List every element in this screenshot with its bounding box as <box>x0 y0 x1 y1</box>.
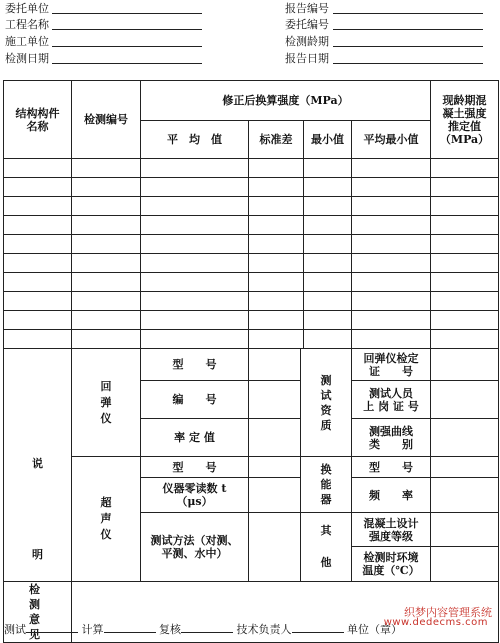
header-project: 工程名称 <box>5 18 49 31</box>
table-row <box>4 292 499 311</box>
header-test-date: 检测日期 <box>5 52 49 65</box>
personnel-cert-label: 测试人员 上 岗 证 号 <box>352 381 431 419</box>
rebound-rated-label: 率 定 值 <box>141 419 249 457</box>
other-title-cell <box>301 513 352 582</box>
footer-tech-line[interactable] <box>292 622 344 633</box>
cell[interactable] <box>352 311 431 330</box>
cell[interactable] <box>72 254 141 273</box>
table-row <box>4 254 499 273</box>
footer-test-label: 测试 <box>4 623 26 636</box>
cell[interactable] <box>72 273 141 292</box>
footer-tech-label: 技术负责人 <box>236 623 292 636</box>
cell[interactable] <box>72 159 141 178</box>
cell[interactable] <box>4 311 72 330</box>
strength-curve-value[interactable] <box>431 419 499 457</box>
env-temp-label: 检测时环境 温度（℃） <box>362 551 420 577</box>
rebound-serial-label: 编 号 <box>141 381 249 419</box>
cell[interactable] <box>141 216 249 235</box>
opinion-label: 检测意见 <box>29 583 40 641</box>
header-contractor: 施工单位 <box>5 35 49 48</box>
footer-signatures <box>4 622 402 637</box>
cell[interactable] <box>431 159 499 178</box>
cell[interactable] <box>4 235 72 254</box>
col-min-header: 最小值 <box>304 121 352 159</box>
cell[interactable] <box>141 235 249 254</box>
cell[interactable] <box>431 292 499 311</box>
cell[interactable] <box>304 311 352 330</box>
transducer-type-value[interactable] <box>431 457 499 478</box>
cell[interactable] <box>431 311 499 330</box>
header-entrust-no: 委托编号 <box>285 18 329 31</box>
rebound-rated-value[interactable] <box>249 419 301 457</box>
col-average-header: 平 均 值 <box>141 121 249 159</box>
report-table <box>3 80 499 643</box>
notes-label <box>4 349 72 582</box>
zero-reading-value[interactable] <box>249 478 301 513</box>
header-project-line <box>52 29 202 30</box>
env-temp-value[interactable] <box>431 547 498 581</box>
cell[interactable] <box>352 292 431 311</box>
table-row <box>4 159 499 178</box>
header-age-line <box>333 46 483 47</box>
cell[interactable] <box>249 254 304 273</box>
transducer-freq-label: 频 率 <box>352 478 431 513</box>
transducer-freq-value[interactable] <box>431 478 499 513</box>
transducer-title-cell <box>301 457 352 513</box>
header-report-date-line <box>333 63 483 64</box>
col-avgmin-header: 平均最小值 <box>352 121 431 159</box>
col-member-header: 结构构件 名称 <box>4 81 72 159</box>
watermark-text: 织梦内容管理系统 <box>404 606 492 619</box>
cell[interactable] <box>4 178 72 197</box>
cell[interactable] <box>304 273 352 292</box>
notes-label-shuo: 说 <box>32 457 43 470</box>
cell[interactable] <box>352 178 431 197</box>
header-entrust-no-line <box>333 29 483 30</box>
table-row <box>4 273 499 292</box>
transducer-type-label: 型 号 <box>352 457 431 478</box>
cell[interactable] <box>72 178 141 197</box>
footer-review-label: 复核 <box>159 623 181 636</box>
footer-calc-line[interactable] <box>104 622 156 633</box>
cell[interactable] <box>141 292 249 311</box>
test-method-label: 测试方法（对测、 平测、水中） <box>141 513 249 582</box>
cell[interactable] <box>249 311 304 330</box>
ultrasonic-title-cell <box>72 457 141 582</box>
cell[interactable] <box>141 330 249 349</box>
header-report-no: 报告编号 <box>285 2 329 15</box>
cell[interactable] <box>141 254 249 273</box>
other-labels-cell <box>352 513 431 582</box>
footer-review-line[interactable] <box>181 622 233 633</box>
cell[interactable] <box>431 235 499 254</box>
table-row <box>4 311 499 330</box>
footer-calc-label: 计算 <box>81 623 104 636</box>
table-row <box>4 235 499 254</box>
col-group-header: 修正后换算强度（MPa） <box>141 81 431 121</box>
zero-reading-label: 仪器零读数 t （μs） <box>141 478 249 513</box>
rebound-title: 回 弹 仪 <box>100 379 112 425</box>
col-std-header: 标准差 <box>249 121 304 159</box>
cell[interactable] <box>431 216 499 235</box>
cell[interactable] <box>4 292 72 311</box>
cell[interactable] <box>72 330 141 349</box>
cell[interactable] <box>72 216 141 235</box>
other-values-cell <box>431 513 499 582</box>
rebound-title-cell <box>72 349 141 457</box>
ultrasonic-type-value[interactable] <box>249 457 301 478</box>
cell[interactable] <box>249 330 304 349</box>
rebound-calibration-label: 回弹仪检定 证 号 <box>352 349 431 381</box>
cell[interactable] <box>431 197 499 216</box>
ultrasonic-type-label: 型 号 <box>141 457 249 478</box>
cell[interactable] <box>304 159 352 178</box>
cell[interactable] <box>4 254 72 273</box>
cell[interactable] <box>72 235 141 254</box>
cell[interactable] <box>141 159 249 178</box>
cell[interactable] <box>249 159 304 178</box>
col-estimate-header: 现龄期混 凝土强度 推定值 （MPa） <box>431 81 499 159</box>
cell[interactable] <box>304 330 352 349</box>
rebound-type-label: 型 号 <box>141 349 249 381</box>
table-row <box>4 330 499 349</box>
personnel-cert-value[interactable] <box>431 381 499 419</box>
cell[interactable] <box>249 273 304 292</box>
rebound-type-value[interactable] <box>249 349 301 381</box>
cell[interactable] <box>72 311 141 330</box>
header-contractor-line <box>52 46 202 47</box>
table-row <box>4 197 499 216</box>
cell[interactable] <box>352 159 431 178</box>
header-test-date-line <box>52 63 202 64</box>
cell[interactable] <box>249 197 304 216</box>
rebound-serial-value[interactable] <box>249 381 301 419</box>
cell[interactable] <box>4 273 72 292</box>
design-grade-label: 混凝土设计 强度等级 <box>352 513 430 547</box>
cell[interactable] <box>352 254 431 273</box>
cell[interactable] <box>249 292 304 311</box>
cell[interactable] <box>4 197 72 216</box>
other-title: 其 他 <box>320 524 332 569</box>
cell[interactable] <box>72 197 141 216</box>
cell[interactable] <box>431 178 499 197</box>
cell[interactable] <box>304 197 352 216</box>
cell[interactable] <box>249 216 304 235</box>
strength-curve-label: 测强曲线 类 别 <box>352 419 431 457</box>
cell[interactable] <box>431 254 499 273</box>
cell[interactable] <box>141 311 249 330</box>
cell[interactable] <box>141 197 249 216</box>
test-qual-title: 测试资质 <box>320 373 332 432</box>
cell[interactable] <box>352 216 431 235</box>
cell[interactable] <box>352 330 431 349</box>
col-code-header: 检测编号 <box>72 81 141 159</box>
cell[interactable] <box>4 159 72 178</box>
footer-test-line[interactable] <box>26 622 78 633</box>
cell[interactable] <box>4 330 72 349</box>
cell[interactable] <box>352 273 431 292</box>
cell[interactable] <box>141 178 249 197</box>
ultrasonic-title: 超 声 仪 <box>100 496 112 541</box>
transducer-title: 换能器 <box>320 463 332 506</box>
cell[interactable] <box>72 292 141 311</box>
cell[interactable] <box>352 197 431 216</box>
cell[interactable] <box>304 235 352 254</box>
header-report-date: 报告日期 <box>285 52 329 65</box>
cell[interactable] <box>304 254 352 273</box>
cell[interactable] <box>141 273 249 292</box>
cell[interactable] <box>431 273 499 292</box>
footer-unit-label: 单位（章） <box>347 623 402 636</box>
rebound-calibration-value[interactable] <box>431 349 499 381</box>
cell[interactable] <box>249 235 304 254</box>
cell[interactable] <box>304 178 352 197</box>
notes-label-ming: 明 <box>32 548 43 561</box>
test-method-value[interactable] <box>249 513 301 582</box>
cell[interactable] <box>304 216 352 235</box>
design-grade-value[interactable] <box>431 513 498 547</box>
cell[interactable] <box>352 235 431 254</box>
header-report-no-line <box>333 13 483 14</box>
table-row <box>4 178 499 197</box>
header-age: 检测龄期 <box>285 35 329 48</box>
test-qual-title-cell <box>301 349 352 457</box>
cell[interactable] <box>304 292 352 311</box>
header-client-line <box>52 13 202 14</box>
table-row <box>4 216 499 235</box>
cell[interactable] <box>431 330 499 349</box>
cell[interactable] <box>249 178 304 197</box>
header-client: 委托单位 <box>5 2 49 15</box>
cell[interactable] <box>4 216 72 235</box>
watermark-url: www.dedecms.com <box>383 617 488 628</box>
